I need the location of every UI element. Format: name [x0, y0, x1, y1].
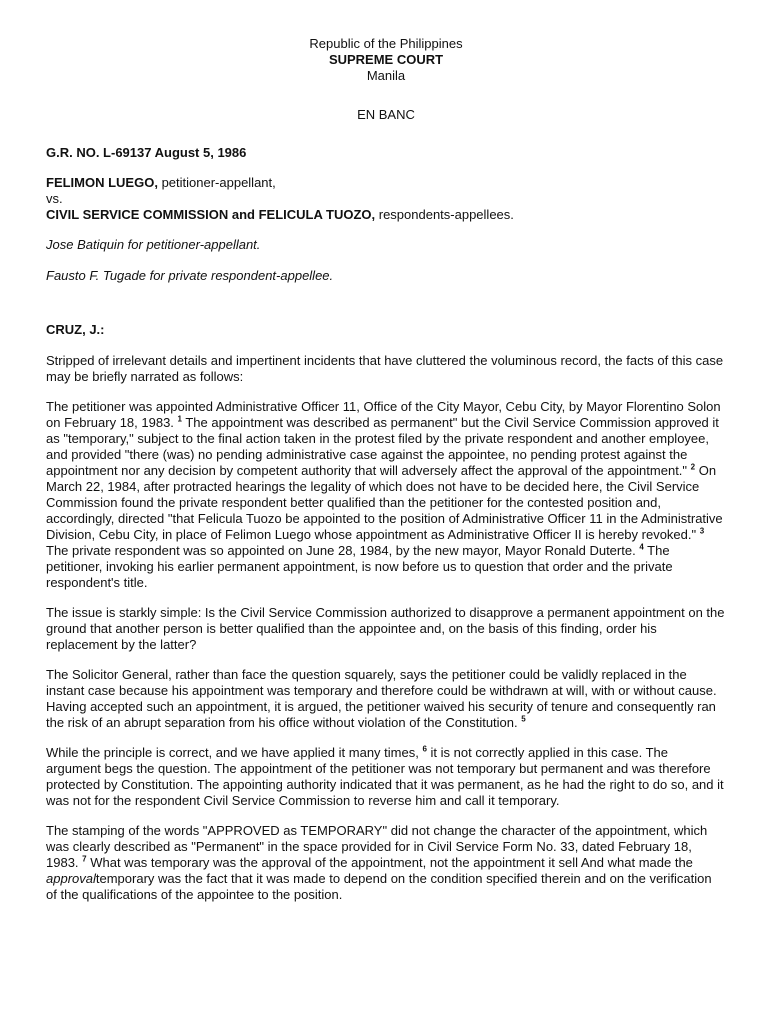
p6-text-a: The stamping of the words "APPROVED as TEMPORARY" did not change the character of the appointment, which was clearly described as "Permanent" in the space provided for in Civil Service Form No. 33, dated February 18, 1983. — [46, 823, 708, 870]
p5-text-b: it is not correctly applied in this case. The argument begs the question. The appointment of the petitioner was not temporary but permanent and was therefore protected by Constitution. The appointing authority indicated that it was permanent, as he had the right to do so, and it was not for the respondent Civil Service Commission to reverse him and call it temporary. — [46, 745, 724, 808]
p6-text-approval: approval — [46, 871, 96, 886]
petitioner-name: FELIMON LUEGO, — [46, 175, 158, 190]
case-number: G.R. NO. L-69137 August 5, 1986 — [46, 145, 247, 160]
counsel-respondent: Fausto F. Tugade for private respondent-appellee. — [46, 268, 334, 283]
p4-text-a: The Solicitor General, rather than face the question squarely, says the petitioner could be validly replaced in the instant case because his appointment was temporary and therefore could be withdrawn at will, with or without cause. Having accepted such an appointment, it is argued, the petitioner waived his security of tenure and consequently ran the risk of an abrupt separation from his office without violation of the Constitution. — [46, 667, 717, 730]
paragraph-4 — [46, 667, 726, 731]
decision-page — [46, 36, 726, 903]
footnote-ref-4[interactable]: 4 — [639, 542, 644, 552]
respondents-line — [46, 207, 726, 223]
paragraph-5 — [46, 745, 726, 809]
p2-text-b: The appointment was described as permanent" but the Civil Service Commission approved it as "temporary," subject to the final action taken in the protest filed by the private respondent and another employee, and provided "there (was) no pending administrative case against the appointee, no pending protest against the appointment nor any decision by competent authority that will adversely affect the approval of the appointment." — [46, 415, 719, 478]
counsel-petitioner: Jose Batiquin for petitioner-appellant. — [46, 237, 261, 252]
paragraph-2 — [46, 399, 726, 591]
footnote-ref-1[interactable]: 1 — [177, 414, 182, 424]
p2-text-e: The petitioner, invoking his earlier permanent appointment, is now before us to question that order and the private respondent's title. — [46, 543, 673, 590]
footnote-ref-2[interactable]: 2 — [690, 462, 696, 472]
p5-text-a: While the principle is correct, and we have applied it many times, — [46, 745, 423, 760]
paragraph-1: Stripped of irrelevant details and impertinent incidents that have cluttered the voluminous record, the facts of this case may be briefly narrated as follows: — [46, 353, 724, 384]
p2-text-d: The private respondent was so appointed on June 28, 1984, by the new mayor, Mayor Ronald Duterte. — [46, 543, 640, 558]
footnote-ref-7[interactable]: 7 — [82, 854, 87, 864]
petitioner-role: petitioner-appellant, — [157, 175, 276, 190]
p2-text-c: On March 22, 1984, after protracted hearings the legality of which does not have to be decided here, the Civil Service Commission found the private respondent better qualified than the petitioner for the contested position and, accordingly, directed "that Felicula Tuozo be appointed to the position of Administrative Officer 11 in the Administrative Division, Cebu City, in place of Felimon Luego whose appointment as Administrative Officer II is hereby revoked." — [46, 463, 723, 542]
footnote-ref-5[interactable]: 5 — [521, 714, 526, 724]
p6-text-d: temporary was the fact that it was made to depend on the condition specified therein and on the verification of the qualifications of the appointee to the position. — [46, 871, 712, 902]
header-republic: Republic of the Philippines — [309, 36, 463, 51]
respondents-name: CIVIL SERVICE COMMISSION and FELICULA TUOZO, — [46, 207, 376, 222]
respondents-role: respondents-appellees. — [375, 207, 514, 222]
versus: vs. — [46, 191, 63, 206]
header-city: Manila — [366, 68, 406, 83]
p6-text-b: What was temporary was the approval of the appointment, not the appointment it sell And what made the — [86, 855, 693, 870]
header-court: SUPREME COURT — [328, 52, 444, 67]
petitioner-line — [46, 175, 726, 191]
ponente: CRUZ, J.: — [46, 322, 105, 337]
paragraph-3: The issue is starkly simple: Is the Civil Service Commission authorized to disapprove a permanent appointment on the ground that another person is better qualified than the appointee and, on the basis of this finding, order his replacement by the latter? — [46, 605, 725, 652]
header-division: EN BANC — [357, 107, 415, 122]
paragraph-6 — [46, 823, 726, 903]
p2-text-a: The petitioner was appointed Administrative Officer 11, Office of the City Mayor, Cebu City, by Mayor Florentino Solon on February 18, 1983. — [46, 399, 721, 430]
footnote-ref-3[interactable]: 3 — [699, 526, 705, 536]
footnote-ref-6[interactable]: 6 — [422, 744, 427, 754]
